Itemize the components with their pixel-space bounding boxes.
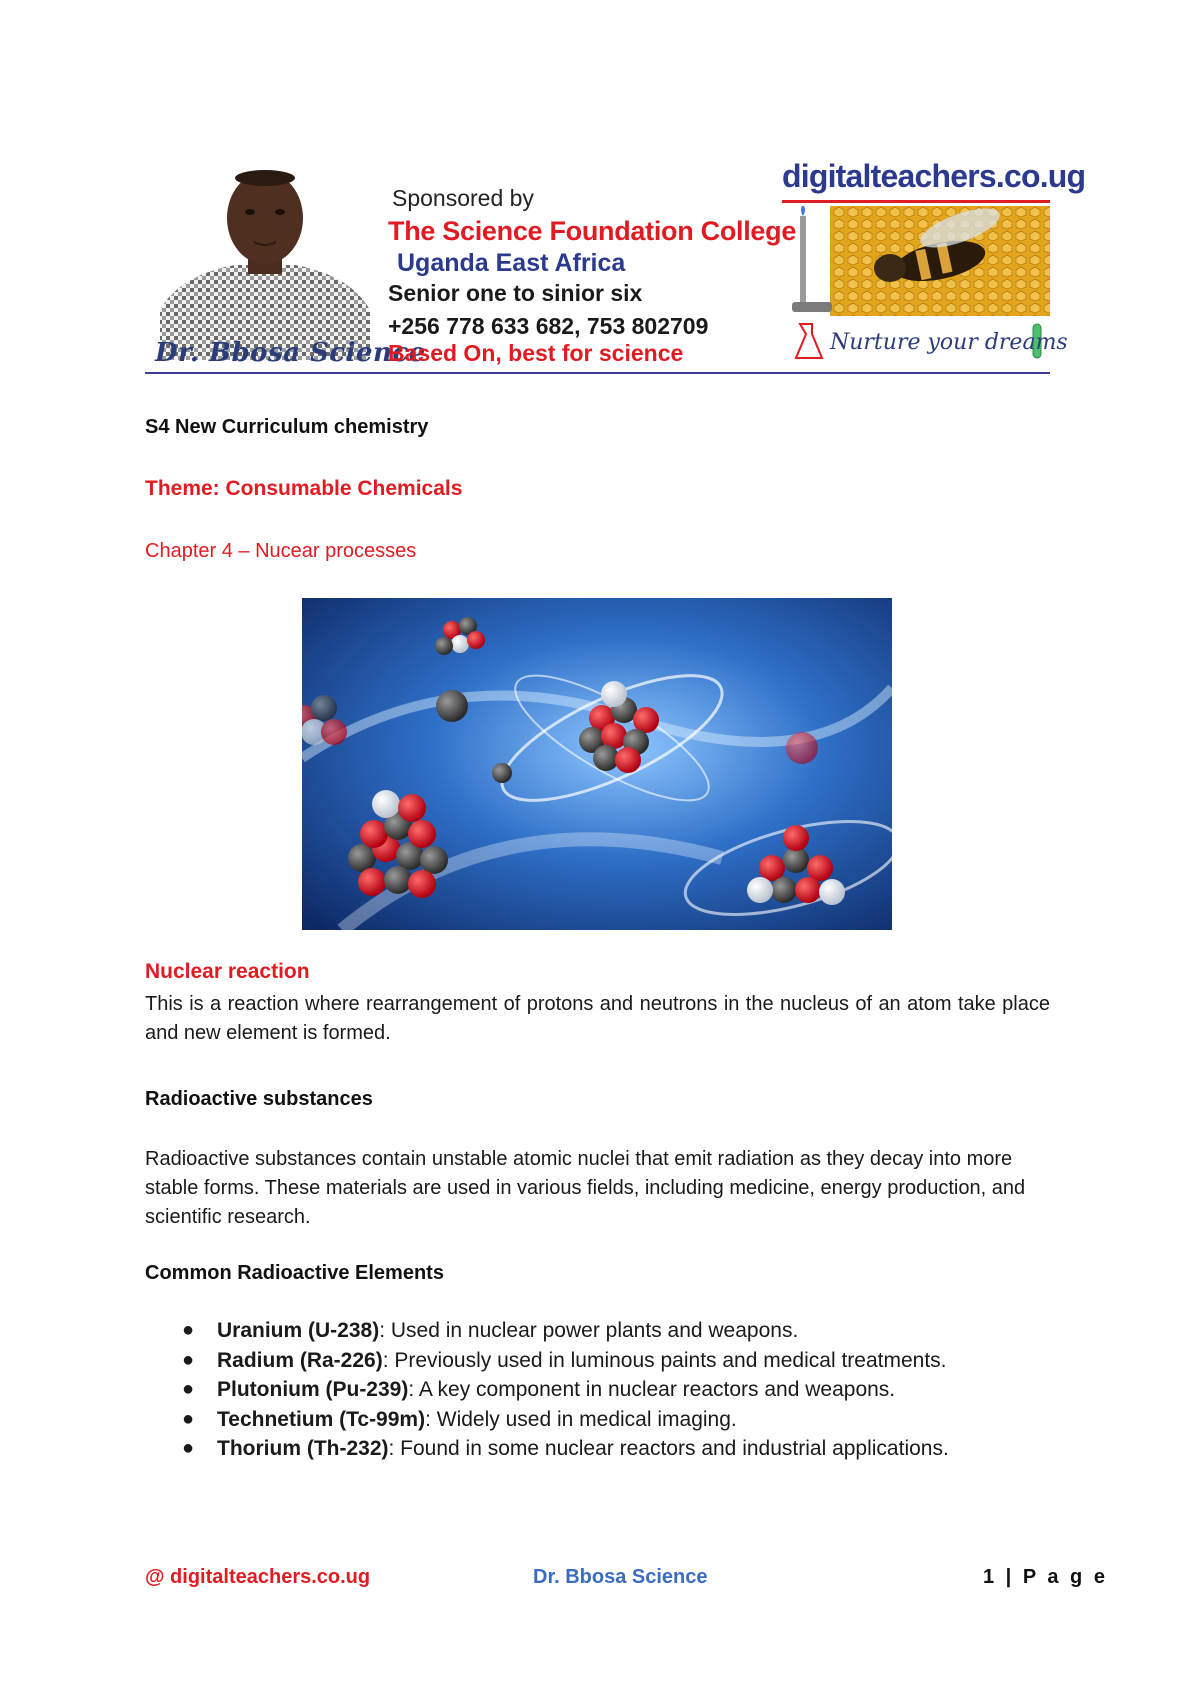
bullet-icon: ●: [182, 1378, 195, 1400]
list-item: [145, 1405, 1050, 1435]
bullet-icon: ●: [182, 1407, 195, 1430]
element-description: : Widely used in medical imaging.: [425, 1407, 737, 1431]
bullet-icon: ●: [182, 1348, 195, 1371]
element-name: Radium (Ra-226): [217, 1348, 383, 1372]
theme-title: Theme: Consumable Chemicals: [145, 477, 463, 500]
list-item: [145, 1316, 1050, 1346]
logo-underline: [782, 200, 1050, 203]
bullet-icon: ●: [182, 1437, 195, 1459]
element-list: [145, 1316, 1050, 1464]
motto-text: Nurture your dreams: [830, 330, 1068, 355]
section-title-common-elements: Common Radioactive Elements: [145, 1262, 444, 1284]
element-name: Technetium (Tc-99m): [217, 1407, 426, 1431]
section-text-nuclear-reaction: This is a reaction where rearrangement of protons and neutrons in the nucleus of an atom take place and new element is formed.: [145, 993, 1050, 1044]
nuclear-illustration: [302, 598, 892, 930]
element-name: Uranium (U-238): [217, 1319, 380, 1342]
element-description: : Used in nuclear power plants and weapons.: [379, 1319, 799, 1342]
element-name: Thorium (Th-232): [217, 1437, 389, 1460]
site-logo: digitalteachers.co.ug: [782, 158, 1086, 194]
page-number: 1: [983, 1566, 998, 1588]
section-title-nuclear-reaction: Nuclear reaction: [145, 960, 310, 983]
phone-numbers: +256 778 633 682, 753 802709: [388, 313, 709, 339]
list-item: [145, 1434, 1050, 1464]
list-item: [145, 1346, 1050, 1376]
college-name: The Science Foundation College: [388, 216, 797, 246]
banner-divider: [145, 372, 1050, 374]
author-photo: [150, 160, 380, 360]
college-location: Uganda East Africa: [397, 249, 626, 277]
page-indicator: [983, 1566, 1108, 1589]
subject-title: S4 New Curriculum chemistry: [145, 416, 429, 438]
footer-author: Dr. Bbosa Science: [533, 1566, 708, 1588]
levels-text: Senior one to sinior six: [388, 280, 643, 306]
sponsored-by-label: Sponsored by: [392, 185, 534, 211]
element-description: : Found in some nuclear reactors and industrial applications.: [388, 1437, 949, 1460]
footer-site: @ digitalteachers.co.ug: [145, 1566, 371, 1588]
chapter-title: Chapter 4 – Nucear processes: [145, 540, 417, 562]
list-item: [145, 1375, 1050, 1405]
element-description: : Previously used in luminous paints and medical treatments.: [382, 1348, 947, 1372]
section-text-radioactive: Radioactive substances contain unstable atomic nuclei that emit radiation as they decay into more stable forms. These materials are used in various fields, including medicine, energy production, and scientific research.: [145, 1148, 1026, 1228]
page-label: | P a g e: [997, 1566, 1108, 1588]
author-caption: Dr. Bbosa Science: [155, 338, 426, 368]
element-description: : A key component in nuclear reactors and weapons.: [408, 1378, 896, 1401]
section-title-radioactive: Radioactive substances: [145, 1088, 373, 1110]
element-name: Plutonium (Pu-239): [217, 1378, 409, 1401]
banner-tagline: Based On, best for science: [388, 340, 684, 366]
bullet-icon: ●: [182, 1319, 195, 1341]
